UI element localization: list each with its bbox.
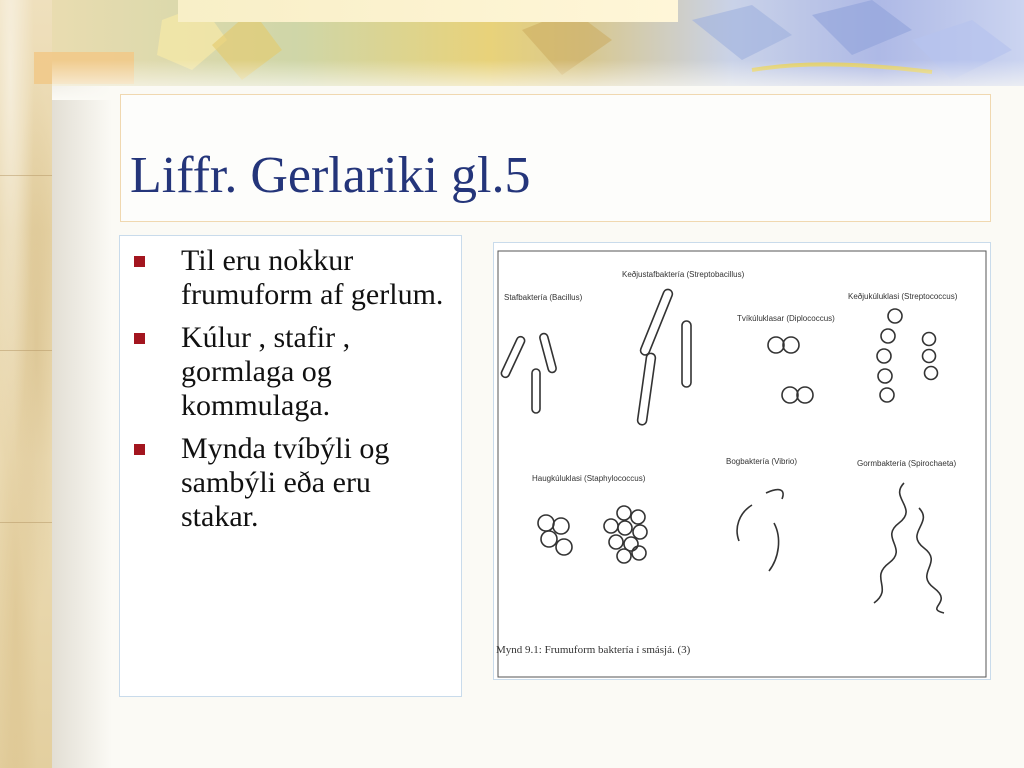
parchment-seam	[0, 522, 52, 523]
figure-caption: Mynd 9.1: Frumuform baktería í smásjá. (3)	[496, 644, 691, 656]
label-vibrio: Bogbaktería (Vibrio)	[726, 457, 797, 466]
label-staphylococcus: Haugkúluklasi (Staphylococcus)	[532, 474, 646, 483]
parchment-shadow	[52, 0, 112, 768]
label-streptococcus: Keðjukúluklasi (Streptococcus)	[848, 292, 958, 301]
square-bullet-icon	[134, 444, 145, 455]
parchment-strip	[0, 0, 52, 768]
slide-title: Liffr. Gerlariki gl.5	[130, 147, 531, 204]
parchment-seam	[0, 175, 52, 176]
bullet-text: Til eru nokkur frumuform af gerlum.	[181, 244, 444, 311]
bacteria-illustration	[494, 243, 990, 679]
label-diplococcus: Tvíkúluklasar (Diplococcus)	[737, 314, 835, 323]
label-spirochaeta: Gormbaktería (Spirochaeta)	[857, 459, 957, 468]
square-bullet-icon	[134, 333, 145, 344]
bullet-list	[120, 244, 461, 543]
bacteria-figure	[493, 242, 991, 680]
decorative-band	[178, 0, 678, 22]
label-streptobacillus: Keðjustafbaktería (Streptobacillus)	[622, 270, 745, 279]
bullet-item	[120, 432, 461, 534]
parchment-seam	[0, 350, 52, 351]
square-bullet-icon	[134, 256, 145, 267]
bullet-text: Mynda tvíbýli og sambýli eða eru stakar.	[181, 432, 390, 533]
bullet-item	[120, 244, 461, 312]
bullet-text-box	[119, 235, 462, 697]
bullet-item	[120, 321, 461, 423]
bullet-text: Kúlur , stafir , gormlaga og kommulaga.	[181, 321, 351, 422]
label-bacillus: Stafbaktería (Bacillus)	[504, 293, 583, 302]
